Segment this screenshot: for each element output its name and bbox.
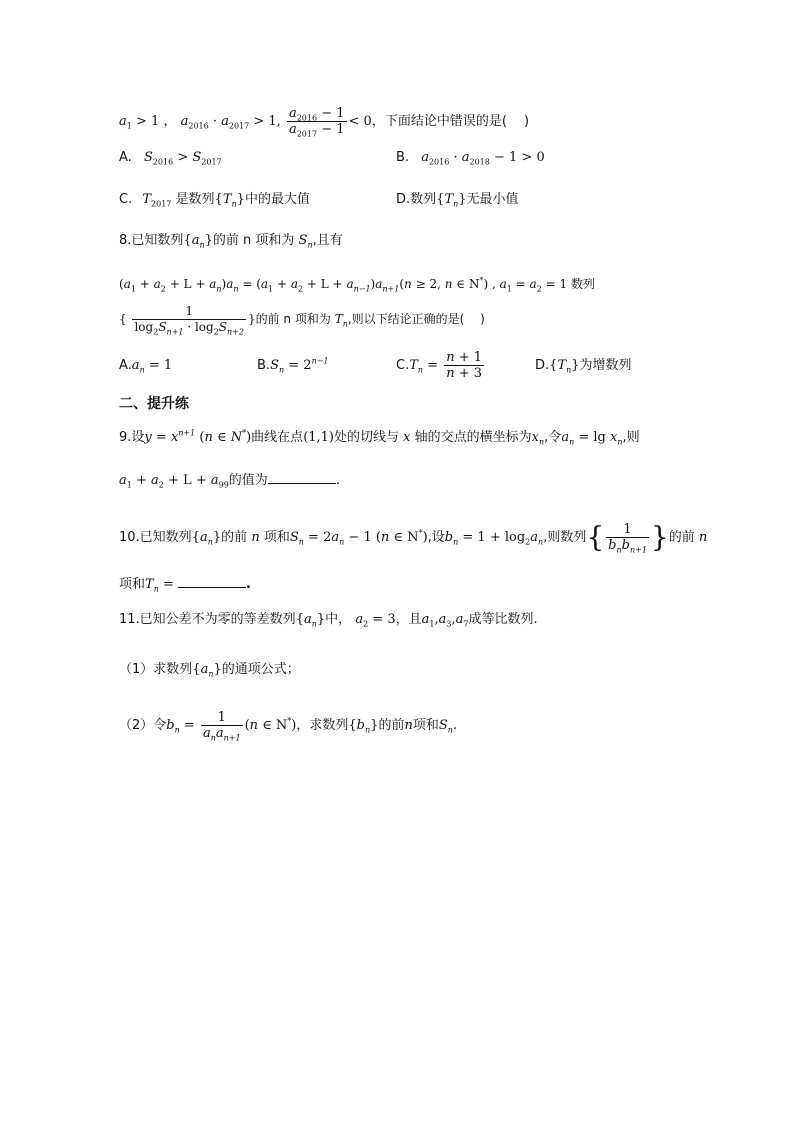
q9-stem-5: ,令 [544, 430, 562, 445]
q8-stem-3: ,且有 [312, 233, 343, 248]
q11-part1b-text: 的通项公式； [221, 662, 300, 677]
q9-line2: $a_1 + a_2 + L + a_{99}$的值为 . [119, 473, 340, 490]
q9-stem-6: ,则 [622, 430, 640, 445]
q10-stem: 10.已知数列$\{a_n\}$的前 n 项和$S_n = 2a_n - 1$ (n ∈ N*),设$b_n = 1 + \log_2a_n$,则数列{ $\frac{1}{b_nb_{n+1}}$ }的前 n [119, 520, 708, 555]
q8-fraction: $\frac{1}{\log_2S_{n+1} \cdot \log_2S_{n+2}}$ [134, 304, 244, 337]
q9-answer-blank [268, 471, 336, 484]
q7-option-d-text: 无最小值 [466, 192, 519, 207]
q10-stem-2: 的前 [221, 530, 248, 545]
q8-seq-text2: ,则以下结论正确的是( ) [347, 312, 485, 326]
q8-option-c-label: C. [396, 358, 410, 373]
q10-stem-4: ,设 [427, 530, 445, 545]
q11-part1-text: （1）求数列 [119, 662, 193, 677]
q9-stem-3: 处的切线与 [334, 430, 400, 445]
q7-options-ab: A. $S_{2016} > S_{2017}$ [119, 150, 222, 167]
q8-seq-text: 的前 n 项和为 [255, 312, 331, 326]
q8-option-a: $A.a_n = 1$ [119, 358, 173, 375]
q11-stem-3: ，且 [395, 612, 422, 627]
q10-end: . [246, 577, 251, 592]
q7-fraction: $\frac{a_{2016} - 1}{a_{2017} - 1}$ [288, 106, 345, 139]
q11-part2d-text: 项和 [412, 718, 439, 733]
q7-option-c-text2: 中的最大值 [244, 192, 310, 207]
q11-fraction: $\frac{1}{a_na_{n+1}}$ [202, 710, 241, 743]
q11-stem-2: 中， [325, 612, 352, 627]
q10-stem-6: 的前 [668, 530, 695, 545]
q8-condition: $(a_1 + a_2 + L + a_n)a_n = (a_1 + a_2 + L + a_{n-1})a_{n+1}(n \ge 2$, n ∈ N*) , $a_1 = a_2 = 1$ 数列 [119, 276, 595, 294]
q9-stem-2: 曲线在点 [251, 430, 304, 445]
q8-option-a-label: A. [119, 358, 132, 373]
q9-end: . [335, 473, 340, 488]
q8-option-c-fraction: $\frac{n + 1}{n + 3}$ [446, 350, 483, 381]
q8-stem-1: 8.已知数列 [119, 233, 184, 248]
q8-option-d-text: 为增数列 [579, 358, 632, 373]
q7-lead: ， [163, 114, 177, 129]
q8-option-d-label: D. [535, 358, 550, 373]
q10-stem-1: 10.已知数列 [119, 530, 192, 545]
q7-option-a-label: A. [119, 150, 132, 165]
q10-answer-blank [178, 575, 246, 588]
q11-part1: （1）求数列$\{a_n\}$的通项公式； [119, 662, 300, 679]
q8-stem-2: 的前 n 项和为 [212, 233, 295, 248]
q11-stem: 11.已知公差不为零的等差数列$\{a_n\}$中， $a_2 = 3$，且$a_1,a_3,a_7$成等比数列. [119, 612, 538, 629]
q8-option-d: $D.\{T_n\}$为增数列 [535, 358, 632, 375]
q7-option-b: B. $a_{2016} \cdot a_{2018} - 1 > 0$ [396, 150, 545, 167]
q7-question: ，下面结论中错误的是( ) [371, 114, 530, 129]
q11-part2-text: （2）令 [119, 718, 167, 733]
q10-stem-3: 项和 [263, 530, 290, 545]
q7-option-d: D.数列$\{T_n\}$无最小值 [396, 192, 519, 209]
q8-stem: 8.已知数列$\{a_n\}$的前 n 项和为 $S_n$,且有 [119, 233, 343, 250]
q9-stem: 9.设$y = x^{n+1}$ (n ∈ N*)曲线在点(1,1)处的切线与 x 轴的交点的横坐标为$x_n$,令$a_n = \lg x_n$,则 [119, 428, 640, 447]
q9-line2-text: 的值为 [228, 473, 268, 488]
q9-stem-1: 9.设 [119, 430, 145, 445]
q11-stem-4: 成等比数列. [468, 612, 538, 627]
q8-option-c: $C.T_n$ = $\frac{n + 1}{n + 3}$ [396, 350, 483, 381]
q7-condition-line: $a_1 > 1$ ， $a_{2016} \cdot a_{2017} > 1$, $\frac{a_{2016} - 1}{a_{2017} - 1}$ < 0，下面结论中错误的是( ) [119, 106, 530, 139]
q8-option-b-label: B. [257, 358, 271, 373]
q11-part2: （2）令$b_n$ = $\frac{1}{a_na_{n+1}}$ (n ∈ N*)，求数列$\{b_n\}$的前n项和$S_n$. [119, 710, 458, 743]
q7-option-d-label: D.数列 [396, 192, 437, 207]
section-heading: 二、提升练 [119, 396, 189, 412]
q10-stem-5: ,则数列 [543, 530, 587, 545]
q11-stem-1: 11.已知公差不为零的等差数列 [119, 612, 296, 627]
q10-line2: 项和$T_n$ = . [119, 577, 251, 594]
q8-option-b: $B.S_n = 2^{n-1}$ [257, 356, 329, 375]
q10-line2-text: 项和 [119, 577, 146, 592]
q8-condition-tail: 数列 [570, 277, 595, 291]
q9-stem-4: 轴的交点的横坐标为 [414, 430, 532, 445]
q11-part2c-text: 的前 [378, 718, 405, 733]
q7-option-c: C. $T_{2017}$ 是数列$\{T_n\}$中的最大值 [119, 192, 310, 209]
q8-sequence: { $\frac{1}{\log_2S_{n+1} \cdot \log_2S_{n+2}}$ }的前 n 项和为 $T_n$,则以下结论正确的是( ) [119, 304, 485, 337]
q7-option-c-label: C. [119, 192, 133, 207]
q7-option-c-text1: 是数列 [175, 192, 215, 207]
q7-option-b-label: B. [396, 150, 410, 165]
q11-part2b-text: ，求数列 [296, 718, 349, 733]
q10-fraction: $\frac{1}{b_nb_{n+1}}$ [608, 522, 647, 555]
